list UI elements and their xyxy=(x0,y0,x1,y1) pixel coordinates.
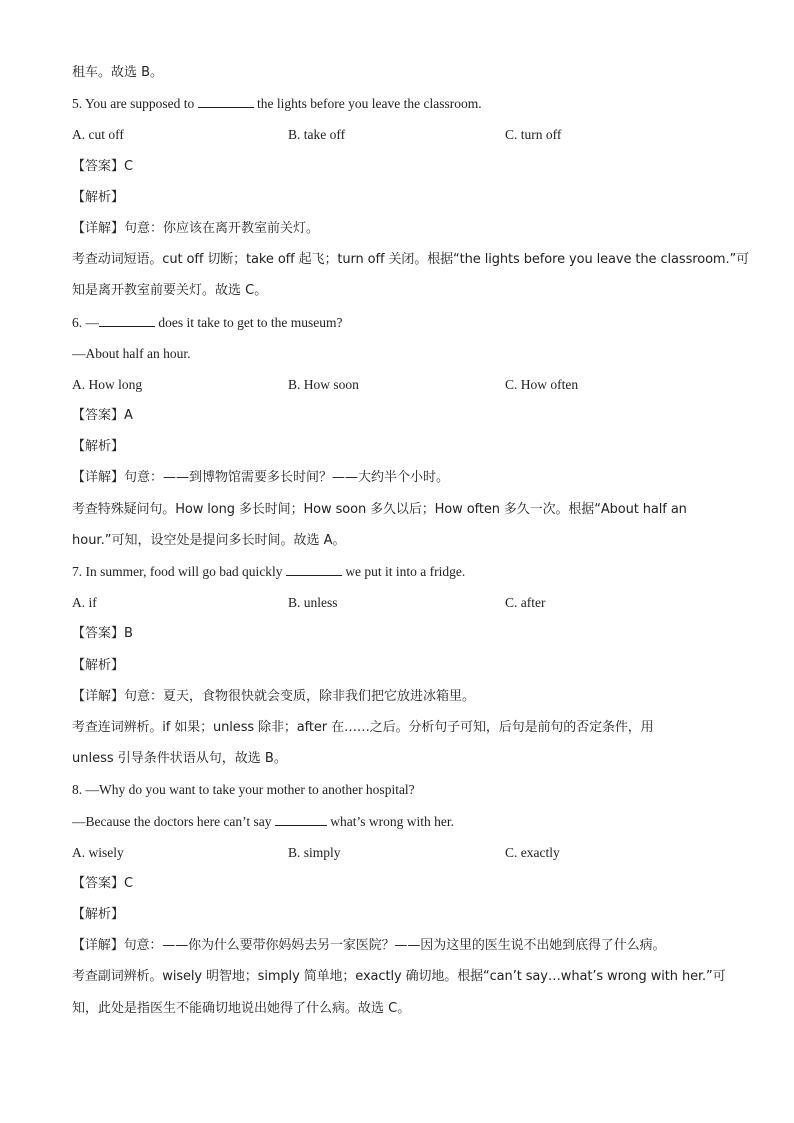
option-a: A. if xyxy=(72,595,97,611)
question-text: 5. You are supposed to xyxy=(72,96,198,112)
question-8-reply xyxy=(72,811,732,842)
option-a: A. cut off xyxy=(72,127,124,143)
option-b: B. simply xyxy=(288,844,341,860)
explanation-meaning: 【详解】句意：——你为什么要带你妈妈去另一家医院？——因为这里的医生说不出她到底得了什么病。 xyxy=(72,938,666,954)
answer-label: 【答案】C xyxy=(72,875,134,891)
explanation-text: 考查连词辨析。if 如果；unless 除非；after 在……之后。分析句子可知，后句是前句的否定条件，用 xyxy=(72,719,654,735)
question-text: does it take to get to the museum? xyxy=(155,314,343,330)
explanation-text: 知，此处是指医生不能确切地说出她得了什么病。故选 C。 xyxy=(72,1000,411,1016)
question-6-options xyxy=(72,374,732,405)
option-c: C. turn off xyxy=(505,127,562,143)
analysis-label: 【解析】 xyxy=(72,907,125,923)
option-b: B. How soon xyxy=(288,376,359,392)
question-5-options xyxy=(72,124,732,155)
explanation-meaning: 【详解】句意：你应该在离开教室前关灯。 xyxy=(72,220,320,236)
answer-blank xyxy=(99,312,155,327)
question-6 xyxy=(72,312,732,343)
question-8: 8. —Why do you want to take your mother to another hospital? xyxy=(72,782,415,798)
explanation-meaning: 【详解】句意：——到博物馆需要多长时间？——大约半个小时。 xyxy=(72,470,450,486)
question-text: 7. In summer, food will go bad quickly xyxy=(72,564,286,579)
option-a: A. How long xyxy=(72,376,143,392)
option-c: C. after xyxy=(505,595,546,611)
question-8-options xyxy=(72,842,732,873)
question-text: 6. — xyxy=(72,314,99,330)
option-c: C. How often xyxy=(505,376,579,392)
option-b: B. unless xyxy=(288,595,338,611)
explanation-text: unless 引导条件状语从句，故选 B。 xyxy=(72,751,287,767)
explanation-text: 知是离开教室前要关灯。故选 C。 xyxy=(72,283,268,299)
answer-blank xyxy=(286,561,342,576)
document-page xyxy=(72,62,750,1029)
question-text: the lights before you leave the classroom. xyxy=(253,96,482,112)
answer-blank xyxy=(275,811,327,826)
answer-label: 【答案】B xyxy=(72,626,133,642)
option-a: A. wisely xyxy=(72,844,124,860)
question-7 xyxy=(72,561,732,592)
explanation-text: 考查特殊疑问句。How long 多长时间；How soon 多久以后；How often 多久一次。根据“About half an xyxy=(72,501,687,517)
text-line: 租车。故选 B。 xyxy=(72,65,164,80)
explanation-text: hour.”可知，设空处是提问多长时间。故选 A。 xyxy=(72,532,346,548)
question-5 xyxy=(72,93,732,124)
question-7-options xyxy=(72,592,732,623)
answer-label: 【答案】A xyxy=(72,408,133,424)
explanation-text: 考查副词辨析。wisely 明智地；simply 简单地；exactly 确切地。根据“can’t say…what’s wrong with her.”可 xyxy=(72,969,726,985)
explanation-meaning: 【详解】句意：夏天，食物很快就会变质，除非我们把它放进冰箱里。 xyxy=(72,688,476,704)
question-text: we put it into a fridge. xyxy=(341,564,466,579)
answer-label: 【答案】C xyxy=(72,158,134,174)
question-6-reply: —About half an hour. xyxy=(72,345,191,361)
question-text: —Because the doctors here can’t say xyxy=(72,813,275,829)
answer-blank xyxy=(198,93,254,108)
explanation-text: 考查动词短语。cut off 切断；take off 起飞；turn off 关闭。根据“the lights before you leave the classroom.”可 xyxy=(72,252,750,268)
analysis-label: 【解析】 xyxy=(72,657,125,673)
option-b: B. take off xyxy=(288,127,346,143)
analysis-label: 【解析】 xyxy=(72,189,125,205)
question-text: what’s wrong with her. xyxy=(326,813,455,829)
option-c: C. exactly xyxy=(505,844,560,860)
analysis-label: 【解析】 xyxy=(72,439,125,455)
